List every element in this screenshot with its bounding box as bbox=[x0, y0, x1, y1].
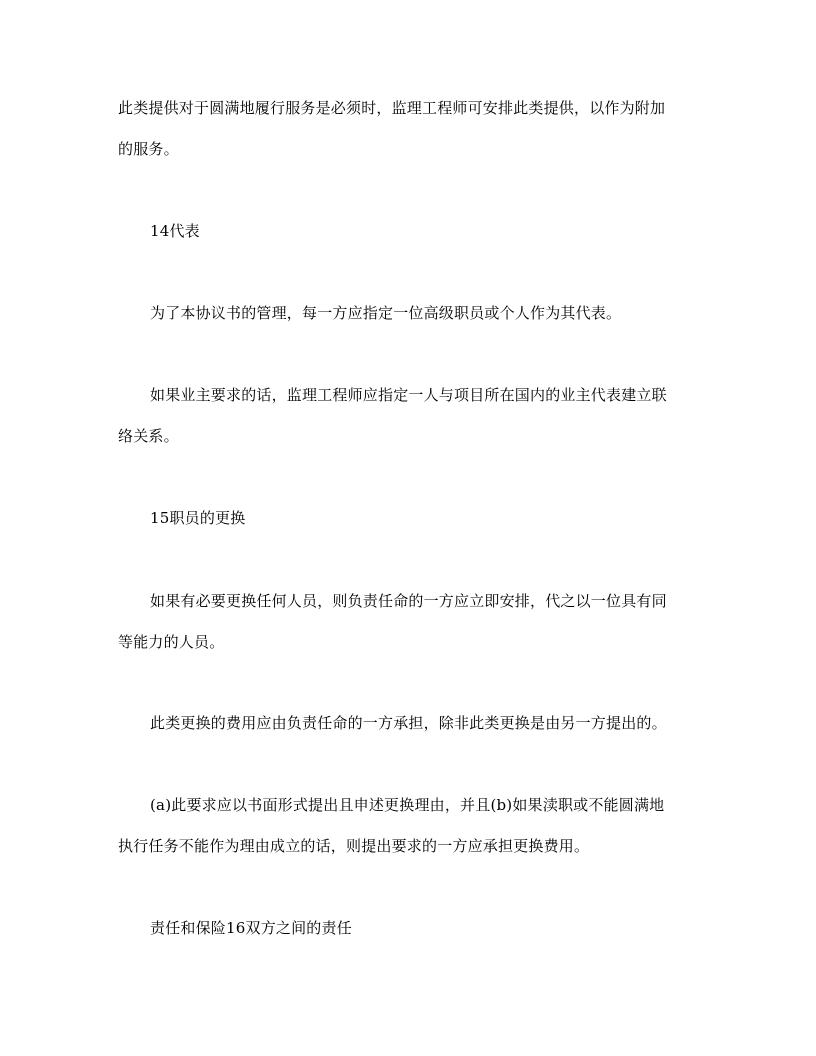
section-heading-15: 15职员的更换 bbox=[150, 509, 246, 527]
paragraph-line: 络关系。 bbox=[118, 427, 179, 445]
paragraph-line: 如果有必要更换任何人员，则负责任命的一方应立即安排，代之以一位具有同 bbox=[150, 592, 667, 610]
paragraph-line: 等能力的人员。 bbox=[118, 633, 225, 651]
paragraph-line: 此类提供对于圆满地履行服务是必须时，监理工程师可安排此类提供，以作为附加 bbox=[118, 99, 666, 117]
paragraph-line: 为了本协议书的管理，每一方应指定一位高级职员或个人作为其代表。 bbox=[150, 304, 622, 322]
section-heading-14: 14代表 bbox=[150, 222, 200, 240]
paragraph-line: 此类更换的费用应由负责任命的一方承担，除非此类更换是由另一方提出的。 bbox=[150, 714, 667, 732]
paragraph-line: 如果业主要求的话，监理工程师应指定一人与项目所在国内的业主代表建立联 bbox=[150, 386, 667, 404]
paragraph-line: 执行任务不能作为理由成立的话，则提出要求的一方应承担更换费用。 bbox=[118, 837, 590, 855]
section-heading-16: 责任和保险16双方之间的责任 bbox=[150, 919, 352, 937]
paragraph-line: 的服务。 bbox=[118, 140, 179, 158]
paragraph-line: (a)此要求应以书面形式提出且申述更换理由，并且(b)如果渎职或不能圆满地 bbox=[150, 796, 665, 814]
